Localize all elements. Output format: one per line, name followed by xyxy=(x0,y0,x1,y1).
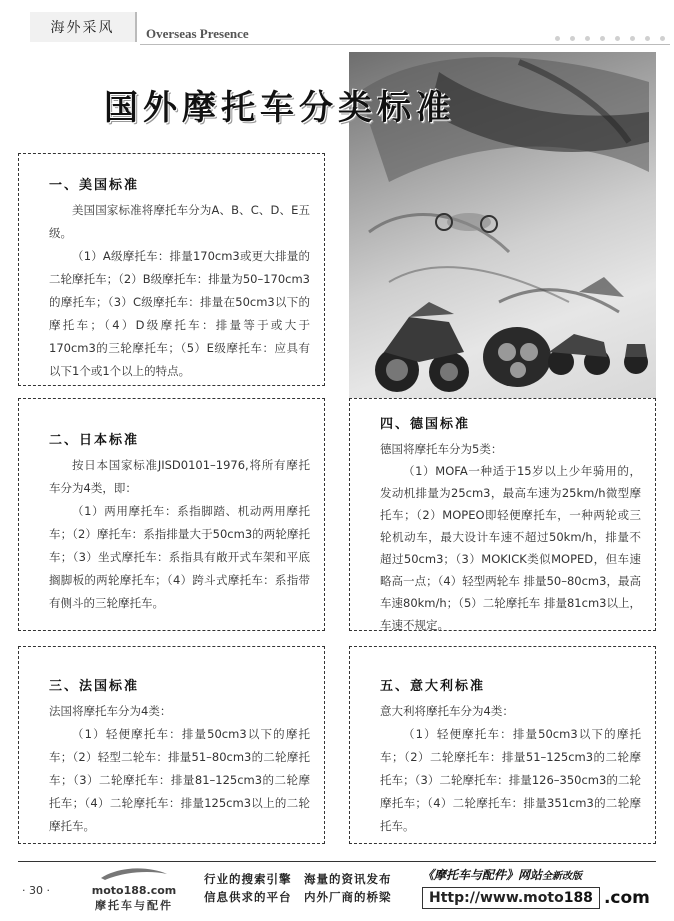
section-heading: 二、日本标准 xyxy=(49,433,140,448)
section-intro: 法国将摩托车分为4类： xyxy=(49,704,172,718)
page-title: 国外摩托车分类标准 xyxy=(104,88,455,128)
section-intro: 美国国家标准将摩托车分为A、B、C、D、E五级。 xyxy=(49,203,310,240)
header-dots xyxy=(555,36,665,41)
section-intro: 按日本国家标准JISD0101–1976,将所有摩托车分为4类，即： xyxy=(49,458,310,495)
header-divider xyxy=(140,44,670,45)
page-number: · 30 · xyxy=(22,884,50,897)
section-italy-standard xyxy=(349,646,656,844)
slogan-line: 信息供求的平台 内外厂商的桥梁 xyxy=(204,890,392,904)
logo-cn-text: 摩托车与配件 xyxy=(95,899,173,912)
logo-site-text: moto188.com xyxy=(91,884,177,897)
section-france-standard xyxy=(18,646,325,844)
slogan-line: 行业的搜索引擎 海量的资讯发布 xyxy=(204,872,392,886)
section-body: （1）轻便摩托车：排量50cm3以下的摩托车；（2）轻型二轮车：排量51–80cm3的二轮摩托车；（3）二轮摩托车：排量81–125cm3的二轮摩托车；（4）二轮摩托车：排量125cm3以上的二轮摩托车。 xyxy=(49,727,310,833)
section-body: （1）两用摩托车：系指脚踏、机动两用摩托车；（2）摩托车：系指排量大于50cm3的两轮摩托车；（3）坐式摩托车：系指具有敞开式车架和平底搁脚板的两轮摩托车；（4）跨斗式摩托车：系指带有侧斗的三轮摩托车。 xyxy=(49,504,310,610)
moto188-logo xyxy=(76,866,192,914)
website-ad xyxy=(422,866,662,909)
ad-url-suffix: .com xyxy=(603,888,650,908)
section-intro: 德国将摩托车分为5类： xyxy=(380,442,503,456)
footer-divider xyxy=(18,861,656,862)
section-body: （1）MOFA一种适于15岁以上少年骑用的，发动机排量为25cm3，最高车速为25km/h微型摩托车；（2）MOPEO即轻便摩托车，一种两轮或三轮机动车，最大设计车速不超过50km/h，排量不超过50cm3；（3）MOKICK类似MOPED，但车速略高一点；（4）轻型两轮车 排量50–80cm3，最高车速80km/h；（5）二轮摩托车 排量81cm3以上，车速不规定。 xyxy=(380,464,641,632)
section-germany-standard xyxy=(349,398,656,631)
section-body: （1）轻便摩托车：排量50cm3以下的摩托车；（2）二轮摩托车：排量51–125cm3的二轮摩托车；（3）二轮摩托车：排量126–350cm3的二轮摩托车；（4）二轮摩托车：排量351cm3的二轮摩托车。 xyxy=(380,727,641,833)
section-intro: 意大利将摩托车分为4类： xyxy=(380,704,514,718)
section-heading: 四、德国标准 xyxy=(380,417,471,432)
ad-badge: 全新改版 xyxy=(542,871,583,882)
section-us-standard xyxy=(18,153,325,386)
ad-url-box: Http://www.moto 188 xyxy=(422,887,600,909)
footer-slogans xyxy=(204,870,392,906)
section-title-en: Overseas Presence xyxy=(146,26,249,41)
section-tab: 海外采风 xyxy=(30,12,137,42)
section-body: （1）A级摩托车：排量170cm3或更大排量的二轮摩托车；（2）B级摩托车：排量为50–170cm3的摩托车；（3）C级摩托车：排量在50cm3以下的摩托车；（4）D级摩托车：排量等于或大于170cm3的三轮摩托车；（5）E级摩托车：应具有以下1个或1个以上的特点。 xyxy=(49,249,310,378)
section-heading: 一、美国标准 xyxy=(49,178,140,193)
logo-swoosh-icon xyxy=(99,866,169,882)
ad-url[interactable] xyxy=(422,887,662,909)
ad-title: 《摩托车与配件》网站全新改版 xyxy=(422,868,583,882)
section-japan-standard xyxy=(18,398,325,631)
section-heading: 五、意大利标准 xyxy=(380,679,486,694)
section-heading: 三、法国标准 xyxy=(49,679,140,694)
